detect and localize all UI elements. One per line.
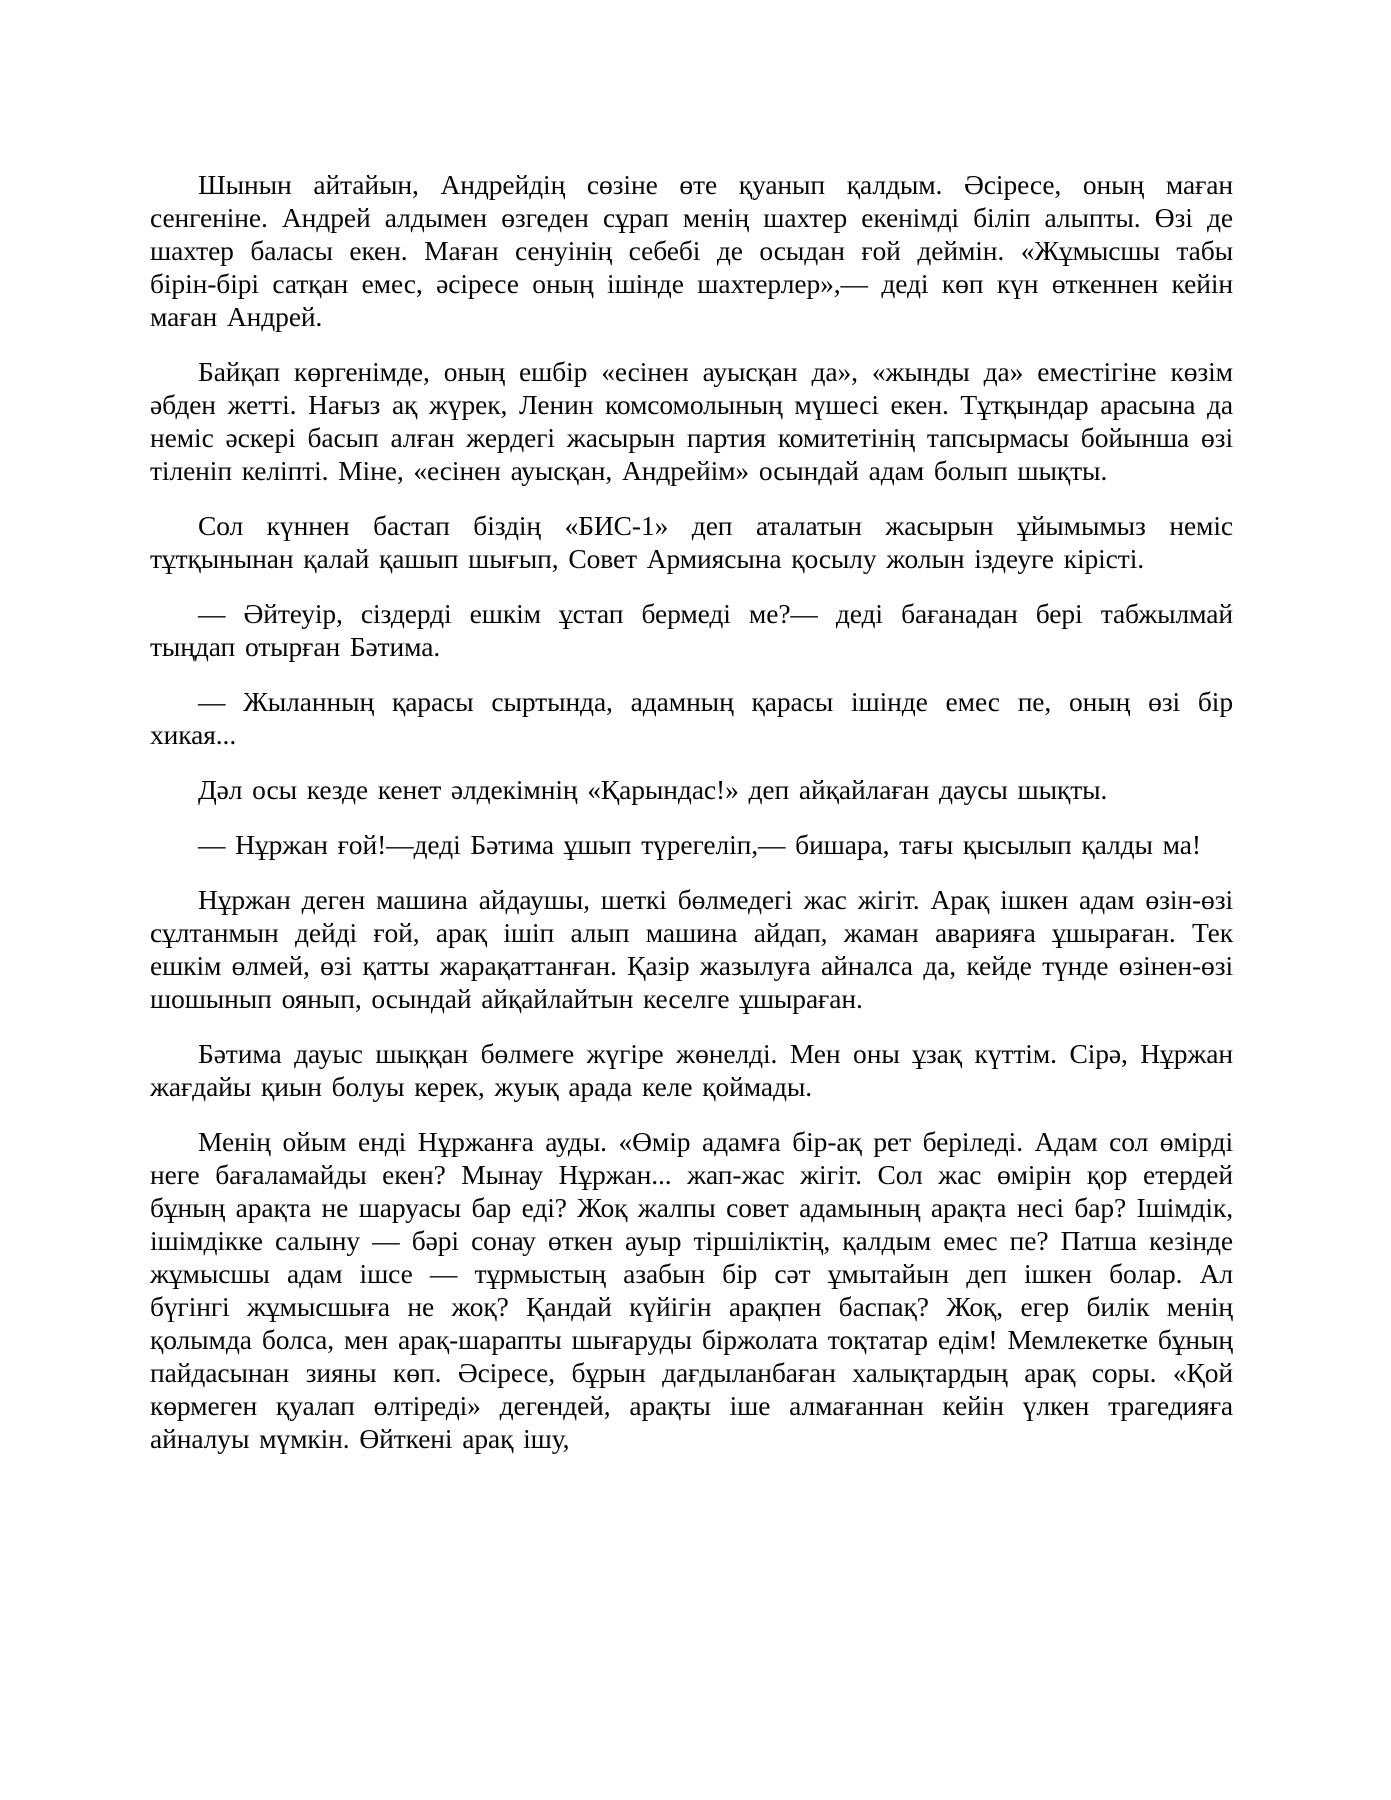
paragraph: Дәл осы кезде кенет әлдекімнің «Қарындас!» деп айқайлаған даусы шықты. [198,774,1108,805]
paragraph: Шынын айтайын, Андрейдің сөзіне өте қуанып қалдым. Әсіресе, оның маған сенгеніне. Андрей алдымен өзгеден сұрап менің шахтер екенімді біліп алыпты. Өзі де шахтер баласы екен. Маған сенуінің себебі де осыдан ғой деймін. «Жұмысшы табы бірін-бірі сатқан емес, әсіресе оның ішінде шахтерлер»,— деді көп күн өткеннен кейін маған Андрей. [150,169,1233,332]
paragraph: Нұржан деген машина айдаушы, шеткі бөлмедегі жас жігіт. Арақ ішкен адам өзін-өзі сұлтанмын дейді ғой, арақ ішіп алып машина айдап, жаман аварияға ұшыраған. Тек ешкім өлмей, өзі қатты жарақаттанған. Қазір жазылуға айналса да, кейде түнде өзінен-өзі шошынып оянып, осындай айқайлайтын кеселге ұшыраған. [150,884,1233,1014]
paragraph-dialogue: — Әйтеуір, сіздерді ешкім ұстап бермеді ме?— деді бағанадан бері табжылмай тыңдап отырған Бәтима. [150,598,1233,662]
paragraph: Менің ойым енді Нұржанға ауды. «Өмір адамға бір-ақ рет беріледі. Адам сол өмірді неге бағаламайды екен? Мынау Нұржан... жап-жас жігіт. Сол жас өмірін қор етердей бұның арақта не шаруасы бар еді? Жоқ жалпы совет адамының арақта несі бар? Ішімдік, ішімдікке салыну — бәрі сонау өткен ауыр тіршіліктің, қалдым емес пе? Патша кезінде жұмысшы адам ішсе — тұрмыстың азабын бір сәт ұмытайын деп ішкен болар. Ал бүгінгі жұмысшыға не жоқ? Қандай күйігін арақпен баспақ? Жоқ, егер билік менің қолымда болса, мен арақ-шарапты шығаруды біржолата тоқтатар едім! Мемлекетке бұның пайдасынан зияны көп. Әсіресе, бұрын дағдыланбаған халықтардың арақ соры. «Қой көрмеген қуалап өлтіреді» дегендей, арақты іше алмағаннан кейін үлкен трагедияға айналуы мүмкін. Өйткені арақ ішу, [150,1126,1233,1454]
paragraph: Сол күннен бастап біздің «БИС-1» деп аталатын жасырын ұйымымыз неміс тұтқынынан қалай қашып шығып, Совет Армиясына қосылу жолын іздеуге кірісті. [150,510,1233,574]
paragraph-dialogue: — Нұржан ғой!—деді Бәтима ұшып түрегеліп,— бишара, тағы қысылып қалды ма! [198,829,1201,860]
paragraph-dialogue: — Жыланның қарасы сыртында, адамның қарасы ішінде емес пе, оның өзі бір хикая... [150,686,1233,750]
text-block [150,168,1233,1455]
paragraph: Байқап көргенімде, оның ешбір «есінен ауысқан да», «жынды да» еместігіне көзім әбден жетті. Нағыз ақ жүрек, Ленин комсомолының мүшесі екен. Тұтқындар арасына да неміс әскері басып алған жердегі жасырын партия комитетінің тапсырмасы бойынша өзі тіленіп келіпті. Міне, «есінен ауысқан, Андрейім» осындай адам болып шықты. [150,356,1233,486]
paragraph: Бәтима дауыс шыққан бөлмеге жүгіре жөнелді. Мен оны ұзақ күттім. Сірә, Нұржан жағдайы қиын болуы керек, жуық арада келе қоймады. [150,1038,1233,1102]
